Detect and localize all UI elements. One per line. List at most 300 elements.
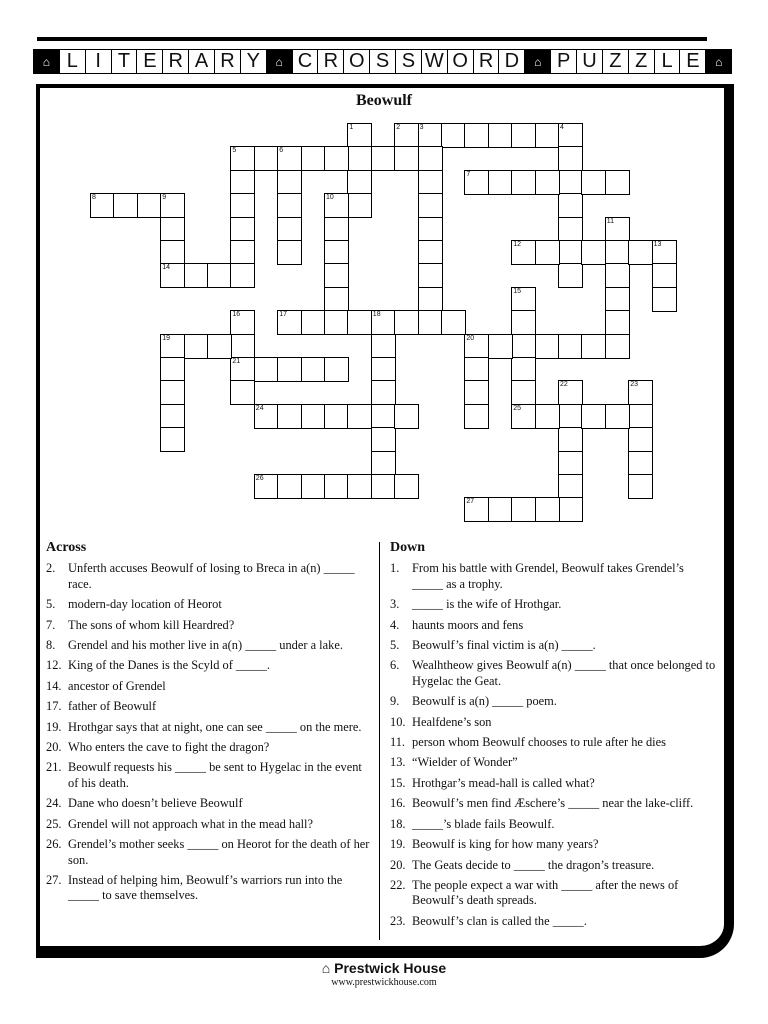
grid-cell[interactable] xyxy=(207,263,232,288)
clue-num: 24. xyxy=(46,796,62,811)
grid-cell[interactable] xyxy=(277,357,302,382)
grid-cell[interactable] xyxy=(207,334,232,359)
grid-cell[interactable] xyxy=(488,497,513,522)
grid-cell[interactable] xyxy=(418,263,443,288)
banner-letter: E xyxy=(136,49,163,74)
clue-text: father of Beowulf xyxy=(68,699,157,714)
grid-cell[interactable] xyxy=(464,357,489,382)
clue-text: Hrothgar says that at night, one can see _____ on the mere. xyxy=(68,719,362,734)
grid-cell[interactable] xyxy=(558,123,583,148)
clue-text: Instead of helping him, Beowulf’s warriors run into the _____ to save themselves. xyxy=(68,872,343,903)
banner-letter: R xyxy=(473,49,500,74)
grid-cell[interactable] xyxy=(511,240,536,265)
down-clue xyxy=(390,638,716,653)
grid-cell[interactable] xyxy=(160,263,185,288)
clue-text: Beowulf requests his _____ be sent to Hygelac in the event of his death. xyxy=(68,760,362,790)
clue-number: 27 xyxy=(466,498,475,506)
grid-cell[interactable] xyxy=(371,451,396,476)
clue-text: Beowulf is king for how many years? xyxy=(412,837,599,852)
grid-cell[interactable] xyxy=(581,334,606,359)
clue-text: _____ is the wife of Hrothgar. xyxy=(412,597,562,612)
clue-num: 20. xyxy=(390,857,406,872)
grid-cell[interactable] xyxy=(535,170,560,195)
grid-cell[interactable] xyxy=(558,193,583,218)
clue-num: 21. xyxy=(46,760,62,775)
clue-text: Beowulf’s clan is called the _____. xyxy=(412,913,587,928)
across-column xyxy=(46,540,372,909)
banner-letter: D xyxy=(498,49,525,74)
publisher-url[interactable]: www.prestwickhouse.com xyxy=(331,977,437,988)
grid-cell[interactable] xyxy=(324,404,349,429)
grid-cell[interactable] xyxy=(230,240,255,265)
down-clue xyxy=(390,914,716,929)
grid-cell[interactable] xyxy=(581,240,606,265)
grid-cell[interactable] xyxy=(324,146,349,171)
grid-cell[interactable] xyxy=(418,123,443,148)
grid-cell[interactable] xyxy=(511,334,536,359)
down-clue-list xyxy=(390,561,716,929)
clue-text: _____’s blade fails Beowulf. xyxy=(412,816,555,831)
grid-cell[interactable] xyxy=(324,357,349,382)
grid-cell[interactable] xyxy=(652,287,677,312)
across-clue xyxy=(46,699,372,714)
grid-cell[interactable] xyxy=(160,334,185,359)
grid-cell[interactable] xyxy=(137,193,162,218)
grid-cell[interactable] xyxy=(558,146,583,171)
grid-cell[interactable] xyxy=(371,146,396,171)
across-clue xyxy=(46,740,372,755)
grid-cell[interactable] xyxy=(277,217,302,242)
clue-num: 5. xyxy=(390,638,400,653)
grid-cell[interactable] xyxy=(605,334,630,359)
clue-number: 19 xyxy=(162,334,170,342)
grid-cell[interactable] xyxy=(418,310,443,335)
grid-cell[interactable] xyxy=(628,474,653,499)
footer xyxy=(0,960,768,988)
clue-num: 15. xyxy=(390,775,406,790)
grid-cell[interactable] xyxy=(558,240,583,265)
top-rule xyxy=(37,37,707,41)
clue-number: 15 xyxy=(513,287,521,295)
house-icon: ⌂ xyxy=(524,49,551,74)
publisher-logo[interactable] xyxy=(0,960,768,976)
across-clue xyxy=(46,638,372,653)
grid-cell[interactable] xyxy=(558,451,583,476)
grid-cell[interactable] xyxy=(535,240,560,265)
grid-cell[interactable] xyxy=(160,193,185,218)
grid-cell[interactable] xyxy=(558,427,583,452)
down-clue xyxy=(390,597,716,612)
banner-letter: W xyxy=(421,49,448,74)
banner-letter: U xyxy=(576,49,603,74)
grid-cell[interactable] xyxy=(347,474,372,499)
grid-cell[interactable] xyxy=(277,146,302,171)
clue-text: Grendel’s mother seeks _____ on Heorot for the death of her son. xyxy=(68,837,370,867)
grid-cell[interactable] xyxy=(184,263,209,288)
grid-cell[interactable] xyxy=(230,217,255,242)
clue-num: 19. xyxy=(390,837,406,852)
clue-number: 21 xyxy=(232,358,241,365)
grid-cell[interactable] xyxy=(558,217,583,242)
grid-cell[interactable] xyxy=(301,146,326,171)
across-clue xyxy=(46,760,372,791)
down-clue xyxy=(390,858,716,873)
down-clue xyxy=(390,837,716,852)
clue-num: 3. xyxy=(390,597,400,612)
grid-cell[interactable] xyxy=(254,357,279,382)
grid-cell[interactable] xyxy=(511,310,536,335)
clue-text: Healfdene’s son xyxy=(412,714,492,729)
clue-num: 11. xyxy=(390,735,406,750)
grid-cell[interactable] xyxy=(605,217,630,242)
grid-cell[interactable] xyxy=(230,263,255,288)
grid-cell[interactable] xyxy=(535,123,560,148)
publisher-name: Prestwick House xyxy=(334,960,447,976)
grid-cell[interactable] xyxy=(277,310,302,335)
grid-cell[interactable] xyxy=(488,334,513,359)
grid-cell[interactable] xyxy=(558,170,583,195)
grid-cell[interactable] xyxy=(230,170,255,195)
down-clue xyxy=(390,618,716,633)
across-clue xyxy=(46,837,372,868)
across-clue xyxy=(46,817,372,832)
grid-cell[interactable] xyxy=(324,240,349,265)
grid-cell[interactable] xyxy=(160,404,185,429)
clue-number: 1 xyxy=(349,124,354,131)
grid-cell[interactable] xyxy=(464,404,489,429)
banner-letter: R xyxy=(162,49,189,74)
clue-num: 12. xyxy=(46,658,62,673)
down-column xyxy=(390,540,716,934)
grid-cell[interactable] xyxy=(628,380,653,405)
grid-cell[interactable] xyxy=(652,263,677,288)
grid-cell[interactable] xyxy=(184,334,209,359)
grid-cell[interactable] xyxy=(511,404,536,429)
across-heading: Across xyxy=(46,540,87,555)
clue-number: 22 xyxy=(560,381,568,389)
grid-cell[interactable] xyxy=(394,404,419,429)
grid-cell[interactable] xyxy=(511,123,536,148)
banner-letter: P xyxy=(550,49,577,74)
grid-cell[interactable] xyxy=(230,357,255,382)
grid-cell[interactable] xyxy=(605,263,630,288)
grid-cell[interactable] xyxy=(277,170,302,195)
grid-cell[interactable] xyxy=(254,474,279,499)
grid-cell[interactable] xyxy=(371,380,396,405)
clue-num: 16. xyxy=(390,796,406,811)
clue-text: Wealhtheow gives Beowulf a(n) _____ that once belonged to Hygelac the Geat. xyxy=(412,658,716,688)
across-clue xyxy=(46,679,372,694)
grid-cell[interactable] xyxy=(581,404,606,429)
clue-num: 10. xyxy=(390,714,406,729)
grid-cell[interactable] xyxy=(511,380,536,405)
grid-cell[interactable] xyxy=(301,404,326,429)
across-clue-list xyxy=(46,561,372,903)
banner-letter: L xyxy=(654,49,681,74)
clue-number: 14 xyxy=(162,264,170,272)
banner-letter: I xyxy=(85,49,112,74)
clue-number: 7 xyxy=(466,170,471,178)
clue-num: 4. xyxy=(390,617,400,632)
banner-letter: O xyxy=(343,49,370,74)
banner-letter: S xyxy=(395,49,422,74)
clue-num: 7. xyxy=(46,617,56,632)
clue-text: Dane who doesn’t believe Beowulf xyxy=(68,796,243,811)
grid-cell[interactable] xyxy=(581,170,606,195)
grid-cell[interactable] xyxy=(605,404,630,429)
banner-letter: A xyxy=(188,49,215,74)
clue-num: 17. xyxy=(46,699,62,714)
grid-cell[interactable] xyxy=(652,240,677,265)
grid-cell[interactable] xyxy=(558,380,583,405)
grid-cell[interactable] xyxy=(230,193,255,218)
grid-cell[interactable] xyxy=(511,497,536,522)
down-clue xyxy=(390,878,716,909)
grid-cell[interactable] xyxy=(441,310,466,335)
grid-cell[interactable] xyxy=(347,123,372,148)
grid-cell[interactable] xyxy=(277,240,302,265)
down-clue xyxy=(390,817,716,832)
house-icon: ⌂ xyxy=(33,49,60,74)
clue-number: 24 xyxy=(255,404,264,412)
clue-number: 20 xyxy=(466,334,475,342)
grid-cell[interactable] xyxy=(277,193,302,218)
down-heading: Down xyxy=(390,540,426,555)
house-icon: ⌂ xyxy=(705,49,732,74)
grid-cell[interactable] xyxy=(488,123,513,148)
clue-text: The Geats decide to _____ the dragon’s treasure. xyxy=(412,857,655,872)
grid-cell[interactable] xyxy=(254,146,279,171)
grid-cell[interactable] xyxy=(230,310,255,335)
clue-text: ancestor of Grendel xyxy=(68,678,166,693)
grid-cell[interactable] xyxy=(371,357,396,382)
clue-text: Unferth accuses Beowulf of losing to Breca in a(n) _____ race. xyxy=(68,561,355,591)
grid-cell[interactable] xyxy=(464,123,489,148)
clue-text: Grendel and his mother live in a(n) _____ under a lake. xyxy=(68,638,343,653)
grid-cell[interactable] xyxy=(511,170,536,195)
grid-cell[interactable] xyxy=(628,427,653,452)
clue-num: 23. xyxy=(390,913,406,928)
grid-cell[interactable] xyxy=(558,263,583,288)
down-clue xyxy=(390,755,716,770)
clue-number: 17 xyxy=(279,311,287,319)
clue-number: 2 xyxy=(396,124,401,131)
grid-cell[interactable] xyxy=(418,287,443,312)
grid-cell[interactable] xyxy=(558,334,583,359)
grid-cell[interactable] xyxy=(464,380,489,405)
across-clue xyxy=(46,561,372,592)
banner-letter: L xyxy=(59,49,86,74)
grid-cell[interactable] xyxy=(558,497,583,522)
grid-cell[interactable] xyxy=(160,427,185,452)
grid-cell[interactable] xyxy=(535,334,560,359)
grid-cell[interactable] xyxy=(347,170,372,195)
down-clue xyxy=(390,561,716,592)
clue-number: 11 xyxy=(606,217,615,225)
grid-cell[interactable] xyxy=(441,123,466,148)
grid-cell[interactable] xyxy=(558,474,583,499)
down-clue xyxy=(390,796,716,811)
across-clue xyxy=(46,597,372,612)
clue-num: 6. xyxy=(390,658,400,673)
grid-cell[interactable] xyxy=(90,193,115,218)
clue-num: 25. xyxy=(46,816,62,831)
clue-num: 27. xyxy=(46,872,62,887)
grid-cell[interactable] xyxy=(301,310,326,335)
grid-cell[interactable] xyxy=(277,404,302,429)
grid-cell[interactable] xyxy=(394,310,419,335)
grid-cell[interactable] xyxy=(418,240,443,265)
grid-cell[interactable] xyxy=(301,474,326,499)
grid-cell[interactable] xyxy=(464,170,489,195)
grid-cell[interactable] xyxy=(394,474,419,499)
clue-number: 26 xyxy=(255,475,264,482)
grid-cell[interactable] xyxy=(347,146,372,171)
across-clue xyxy=(46,873,372,904)
grid-cell[interactable] xyxy=(511,357,536,382)
grid-cell[interactable] xyxy=(347,404,372,429)
grid-cell[interactable] xyxy=(160,380,185,405)
grid-cell[interactable] xyxy=(230,380,255,405)
clue-num: 1. xyxy=(390,561,400,576)
grid-cell[interactable] xyxy=(394,123,419,148)
clue-text: Beowulf’s men find Æschere’s _____ near the lake-cliff. xyxy=(412,796,694,811)
grid-cell[interactable] xyxy=(277,474,302,499)
clue-number: 3 xyxy=(419,124,424,131)
grid-cell[interactable] xyxy=(160,240,185,265)
clue-num: 8. xyxy=(46,638,56,653)
clue-text: “Wielder of Wonder” xyxy=(412,755,518,770)
banner-letter: Z xyxy=(602,49,629,74)
house-icon: ⌂ xyxy=(321,960,331,976)
banner-letter: Z xyxy=(628,49,655,74)
clue-number: 23 xyxy=(630,381,638,389)
clue-number: 9 xyxy=(162,194,167,202)
down-clue xyxy=(390,694,716,709)
across-clue xyxy=(46,796,372,811)
grid-cell[interactable] xyxy=(371,404,396,429)
grid-cell[interactable] xyxy=(347,310,372,335)
grid-cell[interactable] xyxy=(324,217,349,242)
grid-cell[interactable] xyxy=(418,146,443,171)
grid-cell[interactable] xyxy=(628,404,653,429)
clue-text: Who enters the cave to fight the dragon? xyxy=(68,740,270,755)
clue-text: person whom Beowulf chooses to rule after he dies xyxy=(412,735,666,750)
grid-cell[interactable] xyxy=(605,310,630,335)
grid-cell[interactable] xyxy=(371,310,396,335)
clue-text: The sons of whom kill Heardred? xyxy=(68,617,235,632)
clue-num: 22. xyxy=(390,877,406,892)
clue-num: 20. xyxy=(46,740,62,755)
grid-cell[interactable] xyxy=(605,287,630,312)
grid-cell[interactable] xyxy=(628,451,653,476)
clue-text: Grendel will not approach what in the mead hall? xyxy=(68,816,313,831)
grid-cell[interactable] xyxy=(628,240,653,265)
down-clue xyxy=(390,735,716,750)
across-clue xyxy=(46,618,372,633)
clue-num: 18. xyxy=(390,816,406,831)
grid-cell[interactable] xyxy=(113,193,138,218)
grid-cell[interactable] xyxy=(535,497,560,522)
banner-letter: R xyxy=(214,49,241,74)
banner-letter: E xyxy=(679,49,706,74)
grid-cell[interactable] xyxy=(371,474,396,499)
across-clue xyxy=(46,658,372,673)
banner-letter: C xyxy=(292,49,319,74)
clue-num: 19. xyxy=(46,719,62,734)
clue-number: 8 xyxy=(92,194,96,202)
grid-cell[interactable] xyxy=(324,474,349,499)
clue-text: haunts moors and fens xyxy=(412,617,524,632)
banner-letter: Y xyxy=(240,49,267,74)
grid-cell[interactable] xyxy=(488,170,513,195)
clue-num: 2. xyxy=(46,561,56,576)
clue-num: 14. xyxy=(46,678,62,693)
down-clue xyxy=(390,715,716,730)
puzzle-title: Beowulf xyxy=(356,92,412,109)
grid-cell[interactable] xyxy=(301,357,326,382)
banner-letter: S xyxy=(369,49,396,74)
grid-cell[interactable] xyxy=(535,404,560,429)
grid-cell[interactable] xyxy=(418,217,443,242)
clue-number: 25 xyxy=(513,404,521,412)
clue-number: 10 xyxy=(326,194,334,202)
grid-cell[interactable] xyxy=(230,146,255,171)
grid-cell[interactable] xyxy=(254,404,279,429)
clue-text: Beowulf’s final victim is a(n) _____. xyxy=(412,638,596,653)
grid-cell[interactable] xyxy=(418,193,443,218)
grid-cell[interactable] xyxy=(394,146,419,171)
clue-number: 4 xyxy=(560,124,564,131)
clue-number: 12 xyxy=(513,241,521,248)
house-icon: ⌂ xyxy=(266,49,293,74)
title-banner xyxy=(34,49,732,74)
grid-cell[interactable] xyxy=(558,404,583,429)
grid-cell[interactable] xyxy=(464,497,489,522)
grid-cell[interactable] xyxy=(418,170,443,195)
across-clue xyxy=(46,720,372,735)
clue-text: Beowulf is a(n) _____ poem. xyxy=(412,694,557,709)
grid-cell[interactable] xyxy=(324,310,349,335)
clue-number: 5 xyxy=(232,147,237,155)
clue-number: 6 xyxy=(279,147,284,155)
clue-number: 16 xyxy=(232,311,241,319)
clue-text: Hrothgar’s mead-hall is called what? xyxy=(412,775,595,790)
grid-cell[interactable] xyxy=(511,287,536,312)
clue-num: 5. xyxy=(46,597,56,612)
column-divider xyxy=(379,542,380,940)
clue-number: 18 xyxy=(372,311,381,319)
grid-cell[interactable] xyxy=(324,263,349,288)
banner-letter: O xyxy=(447,49,474,74)
clue-text: The people expect a war with _____ after the news of Beowulf’s death spreads. xyxy=(412,877,679,908)
grid-cell[interactable] xyxy=(347,193,372,218)
grid-cell[interactable] xyxy=(160,357,185,382)
grid-cell[interactable] xyxy=(324,287,349,312)
clue-number: 13 xyxy=(653,241,662,248)
grid-cell[interactable] xyxy=(324,193,349,218)
clue-text: King of the Danes is the Scyld of _____. xyxy=(68,658,271,673)
grid-cell[interactable] xyxy=(464,334,489,359)
clue-text: From his battle with Grendel, Beowulf takes Grendel’s _____ as a trophy. xyxy=(412,561,684,591)
grid-cell[interactable] xyxy=(371,334,396,359)
grid-cell[interactable] xyxy=(605,170,630,195)
grid-cell[interactable] xyxy=(230,334,255,359)
grid-cell[interactable] xyxy=(605,240,630,265)
down-clue xyxy=(390,658,716,689)
grid-cell[interactable] xyxy=(160,217,185,242)
grid-cell[interactable] xyxy=(371,427,396,452)
